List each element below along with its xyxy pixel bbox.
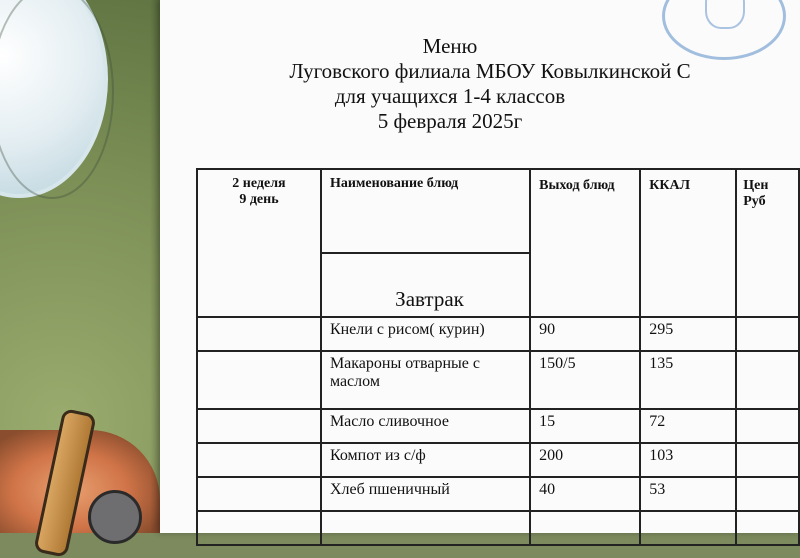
row-week-cell	[197, 477, 321, 511]
dish-output: 200	[530, 443, 640, 477]
table-row	[197, 477, 799, 511]
menu-table-wrap	[196, 168, 800, 546]
dish-kcal	[640, 511, 736, 545]
table-row	[197, 317, 799, 351]
dish-price	[736, 477, 799, 511]
table-row	[197, 511, 799, 545]
header-school: Луговского филиала МБОУ Ковылкинской С	[289, 59, 691, 83]
row-week-cell	[197, 317, 321, 351]
dish-kcal: 53	[640, 477, 736, 511]
dish-kcal: 295	[640, 317, 736, 351]
dish-output: 40	[530, 477, 640, 511]
menu-header	[170, 34, 730, 134]
dish-price	[736, 351, 799, 409]
dish-name: Масло сливочное	[321, 409, 530, 443]
background-wheel	[88, 490, 142, 544]
dish-price	[736, 317, 799, 351]
section-breakfast: Завтрак	[321, 253, 530, 317]
dish-name: Компот из с/ф	[321, 443, 530, 477]
col-kcal-header: ККАЛ	[640, 169, 736, 317]
row-week-cell	[197, 409, 321, 443]
menu-table	[196, 168, 800, 546]
col-name-header: Наименование блюд	[321, 169, 530, 253]
price-label-2: Руб	[743, 194, 766, 209]
dish-output: 15	[530, 409, 640, 443]
dish-output: 90	[530, 317, 640, 351]
col-output-header: Выход блюд	[530, 169, 640, 317]
header-title: Меню	[422, 34, 478, 58]
header-date: 5 февраля 2025г	[377, 109, 523, 133]
table-row	[197, 443, 799, 477]
day-label: 9 день	[239, 192, 279, 207]
table-header-row	[197, 169, 799, 253]
col-price-header	[736, 169, 799, 317]
dish-name: Хлеб пшеничный	[321, 477, 530, 511]
dish-name: Макароны отварные с маслом	[321, 351, 530, 409]
row-week-cell	[197, 511, 321, 545]
table-row	[197, 409, 799, 443]
week-day-cell	[197, 169, 321, 317]
dish-kcal: 72	[640, 409, 736, 443]
row-week-cell	[197, 443, 321, 477]
price-label-1: Цен	[743, 178, 769, 193]
dish-price	[736, 511, 799, 545]
dish-name: Кнели с рисом( курин)	[321, 317, 530, 351]
dish-kcal: 103	[640, 443, 736, 477]
dish-name	[321, 511, 530, 545]
header-grades: для учащихся 1-4 классов	[334, 84, 566, 108]
table-row	[197, 351, 799, 409]
dish-kcal: 135	[640, 351, 736, 409]
row-week-cell	[197, 351, 321, 409]
week-label: 2 неделя	[232, 176, 286, 191]
dish-price	[736, 409, 799, 443]
dish-price	[736, 443, 799, 477]
dish-output	[530, 511, 640, 545]
dish-output: 150/5	[530, 351, 640, 409]
